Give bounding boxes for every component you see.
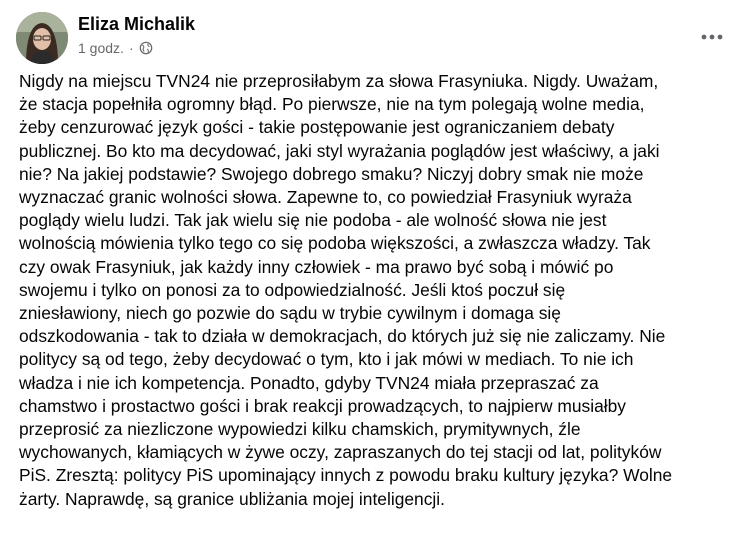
globe-icon[interactable]: [139, 41, 153, 55]
more-horizontal-icon: [701, 27, 723, 45]
post-body-text: Nigdy na miejscu TVN24 nie przeprosiłabym za słowa Frasyniuka. Nigdy. Uważam, że stacja popełniła ogromny błąd. Po pierwsze, nie na tym polegają wolne media, żeby cenzurować język gości - takie postępowanie jest ograniczaniem debaty publicznej. Bo kto ma decydować, jaki styl wyrażania poglądów jest właściwy, a jaki nie? Na jakiej podstawie? Swojego dobrego smaku? Niczyj dobry smak nie może wyznaczać granic wolności słowa. Zapewne to, co powiedział Frasyniuk wyraża poglądy wielu ludzi. Tak jak wielu się nie podoba - ale wolność słowa nie jest wolnością mówienia tylko tego co się podoba większości, a zwłaszcza władzy. Tak czy owak Frasyniuk, jak każdy inny człowiek - ma prawo być sobą i mówić po swojemu i tylko on ponosi za to odpowiedzialność. Jeśli ktoś poczuł się zniesławiony, niech go pozwie do sądu w trybie cywilnym i domaga się odszkodowania - tak to działa w demokracjach, do których już się nie zaliczamy. Nie politycy są od tego, żeby decydować o tym, kto i jak mówi w mediach. To nie ich władza i nie ich kompetencja. Ponadto, gdyby TVN24 miała przepraszać za chamstwo i prostactwo gości i brak reakcji prowadzących, to najpierw musiałby przeprosić za niezliczone wypowiedzi kilku chamskich, prymitywnych, źle wychowanych, kłamiących w żywe oczy, zapraszanych do tej stacji od lat, polityków PiS. Zresztą: politycy PiS upominający innych z powodu braku kultury języka? Wolne żarty. Naprawdę, są granice ubliżania mojej inteligencji.: [19, 71, 673, 509]
avatar[interactable]: [16, 12, 68, 64]
more-options-button[interactable]: [692, 16, 732, 56]
post-header: [16, 10, 734, 66]
author-name[interactable]: Eliza Michalik: [78, 14, 196, 34]
post-timestamp[interactable]: 1 godz.: [78, 40, 124, 56]
post-meta: [78, 40, 153, 56]
meta-separator: ·: [128, 40, 134, 56]
